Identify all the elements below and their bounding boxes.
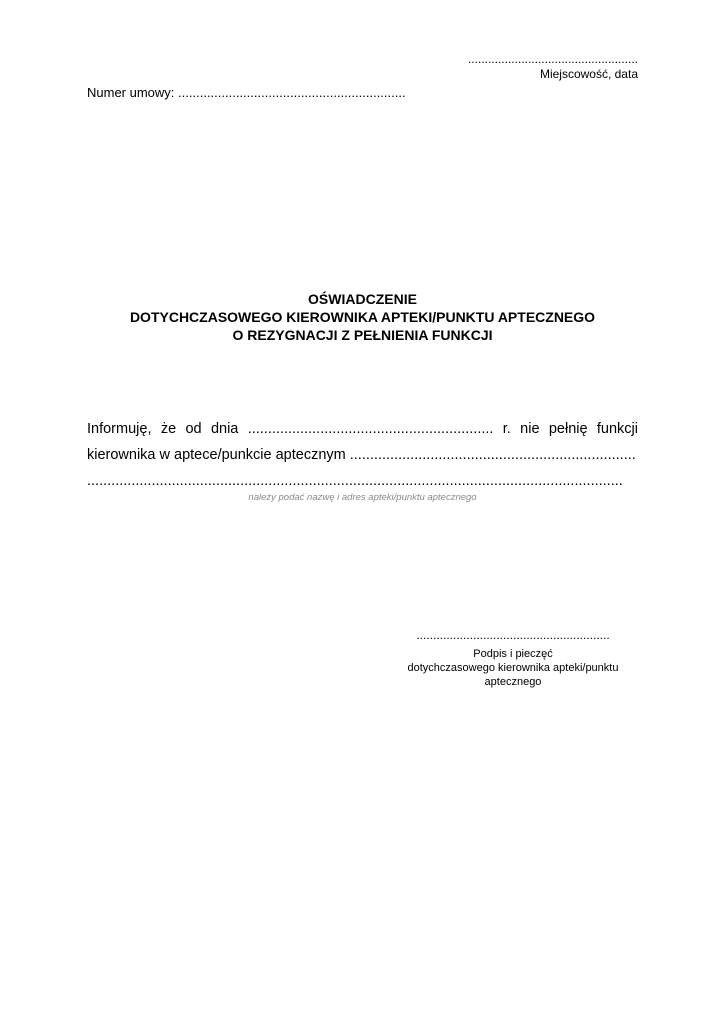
- field-hint: należy podać nazwę i adres apteki/punktu aptecznego: [248, 492, 477, 503]
- statement-word: pełnię: [548, 421, 588, 437]
- place-date-field: ...................................................: [467, 52, 638, 66]
- signature-field: ..........................................................: [416, 628, 610, 642]
- signature-label-line-3: aptecznego: [484, 676, 542, 688]
- contract-number-label: Numer umowy:: [87, 85, 175, 100]
- contract-number-line: [87, 85, 406, 100]
- statement-text: kierownika w aptece/punkcie aptecznym: [87, 447, 346, 463]
- contract-number-field: ...............................................................: [178, 85, 406, 100]
- statement-word: Informuję,: [87, 421, 152, 437]
- statement-line-2: [87, 442, 638, 468]
- title-line-2: DOTYCHCZASOWEGO KIEROWNIKA APTEKI/PUNKTU APTECZNEGO: [129, 309, 596, 325]
- pharmacy-name-field: .......................................................................: [349, 447, 636, 463]
- statement-word: funkcji: [596, 421, 638, 437]
- statement-word: dnia: [210, 421, 239, 437]
- signature-label-line-2: dotychczasowego kierownika apteki/punktu: [407, 662, 619, 674]
- statement-line-1: [87, 416, 638, 442]
- pharmacy-address-field: .....................................................................................................................................: [87, 473, 623, 489]
- document-title: [87, 290, 638, 344]
- date-field: .............................................................: [247, 421, 494, 437]
- title-line-3: O REZYGNACJI Z PEŁNIENIA FUNKCJI: [232, 327, 493, 343]
- title-line-1: OŚWIADCZENIE: [308, 291, 417, 307]
- statement-body: [87, 416, 638, 494]
- signature-block: [400, 628, 626, 689]
- statement-word: od: [185, 421, 202, 437]
- statement-word: r.: [502, 421, 511, 437]
- statement-word: nie: [520, 421, 540, 437]
- statement-word: że: [160, 421, 177, 437]
- place-date-label: Miejscowość, data: [539, 67, 638, 81]
- signature-label-line-1: Podpis i pieczęć: [473, 648, 553, 660]
